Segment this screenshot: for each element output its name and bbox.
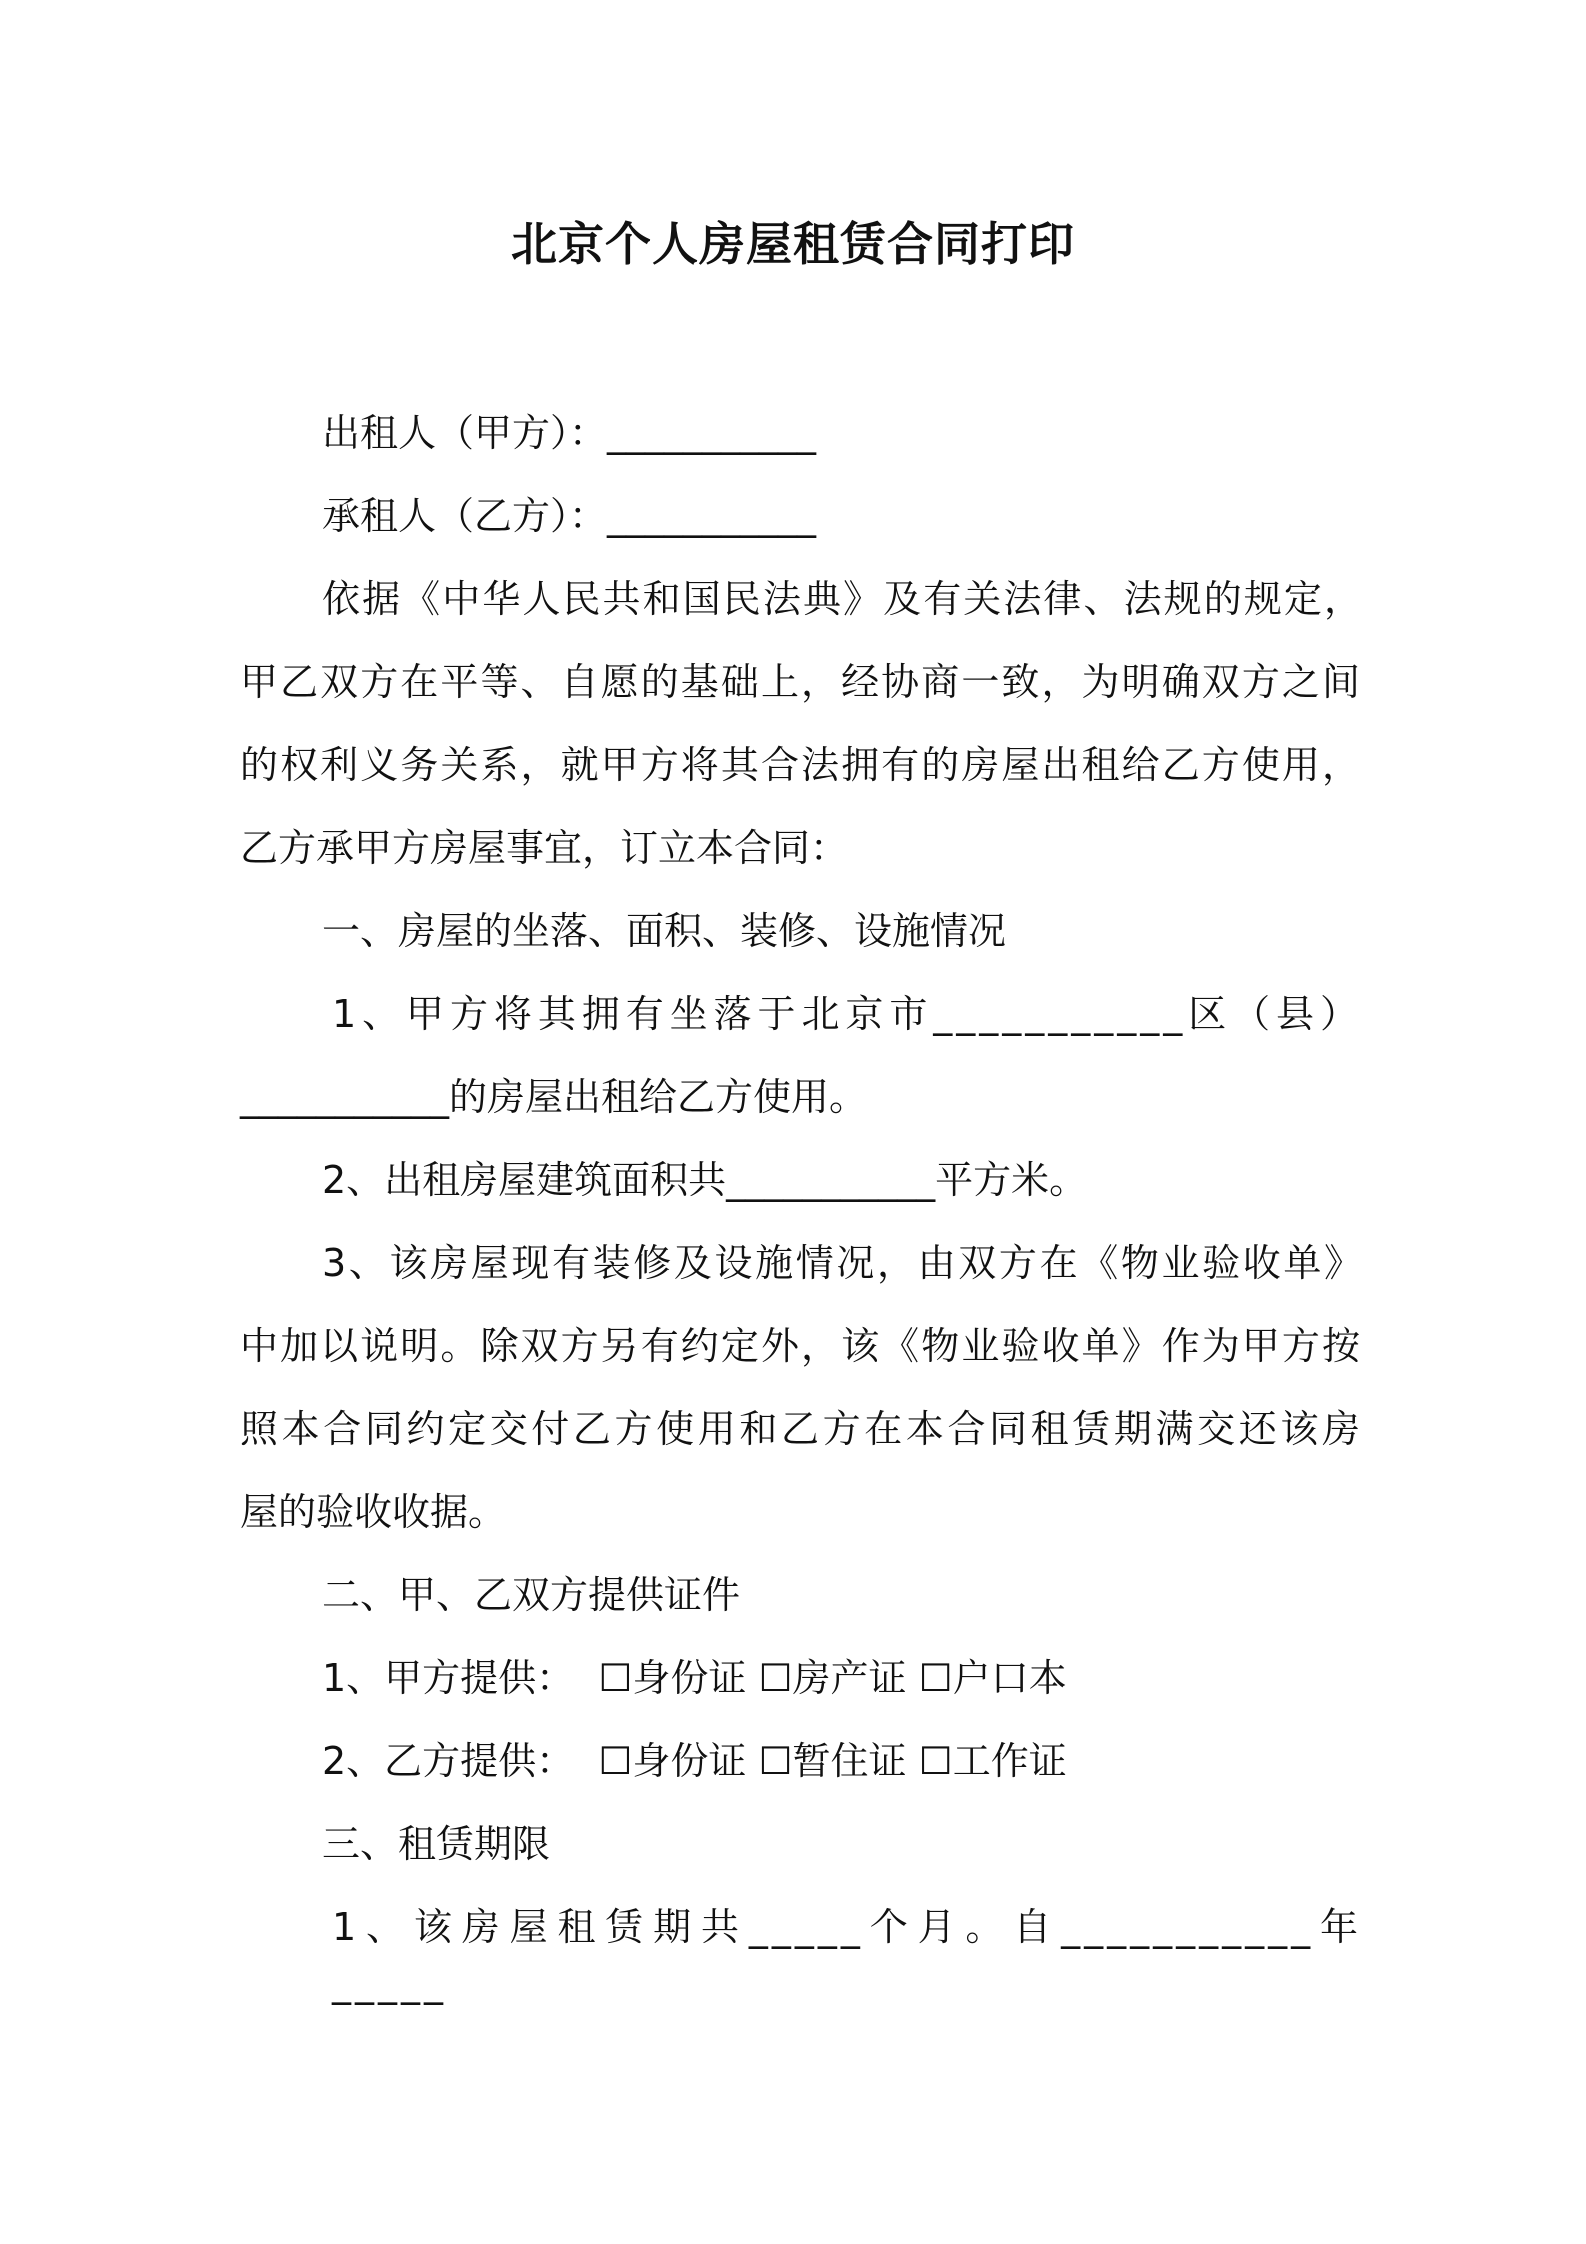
lessee-line: 承租人（乙方）：___________ <box>322 494 817 538</box>
section-3-heading: 三、租赁期限 <box>322 1822 551 1866</box>
document-title: 北京个人房屋租赁合同打印 <box>511 217 1075 271</box>
clause-1-3-line-1: 3、该房屋现有装修及设施情况，由双方在《物业验收单》 <box>322 1241 1362 1285</box>
lessor-line: 出租人（甲方）：___________ <box>322 411 817 455</box>
preamble-line-4: 乙方承甲方房屋事宜，订立本合同： <box>240 826 849 870</box>
clause-1-3-line-2: 中加以说明。除双方另有约定外，该《物业验收单》作为甲方按 <box>240 1324 1360 1368</box>
clause-2-1-party-a-documents: 1、甲方提供： ☐身份证 ☐房产证 ☐户口本 <box>322 1656 1067 1700</box>
clause-1-3-line-4: 屋的验收收据。 <box>240 1490 507 1534</box>
preamble-line-3: 的权利义务关系，就甲方将其合法拥有的房屋出租给乙方使用， <box>240 743 1360 787</box>
clause-1-2: 2、出租房屋建筑面积共___________平方米。 <box>322 1158 1088 1202</box>
clause-3-1-line-1: 1、该房屋租赁期共_____个月。自___________年_____ <box>332 1905 1362 2005</box>
preamble-line-2: 甲乙双方在平等、自愿的基础上，经协商一致，为明确双方之间 <box>240 660 1360 704</box>
clause-1-1-line-1: 1、甲方将其拥有坐落于北京市___________区（县） <box>332 992 1362 1036</box>
section-2-heading: 二、甲、乙双方提供证件 <box>322 1573 741 1617</box>
clause-1-1-line-2: ___________的房屋出租给乙方使用。 <box>240 1075 868 1119</box>
preamble-line-1: 依据《中华人民共和国民法典》及有关法律、法规的规定， <box>322 577 1362 621</box>
clause-1-3-line-3: 照本合同约定交付乙方使用和乙方在本合同租赁期满交还该房 <box>240 1407 1360 1451</box>
clause-2-2-party-b-documents: 2、乙方提供： ☐身份证 ☐暂住证 ☐工作证 <box>322 1739 1067 1783</box>
section-1-heading: 一、房屋的坐落、面积、装修、设施情况 <box>322 909 1007 953</box>
